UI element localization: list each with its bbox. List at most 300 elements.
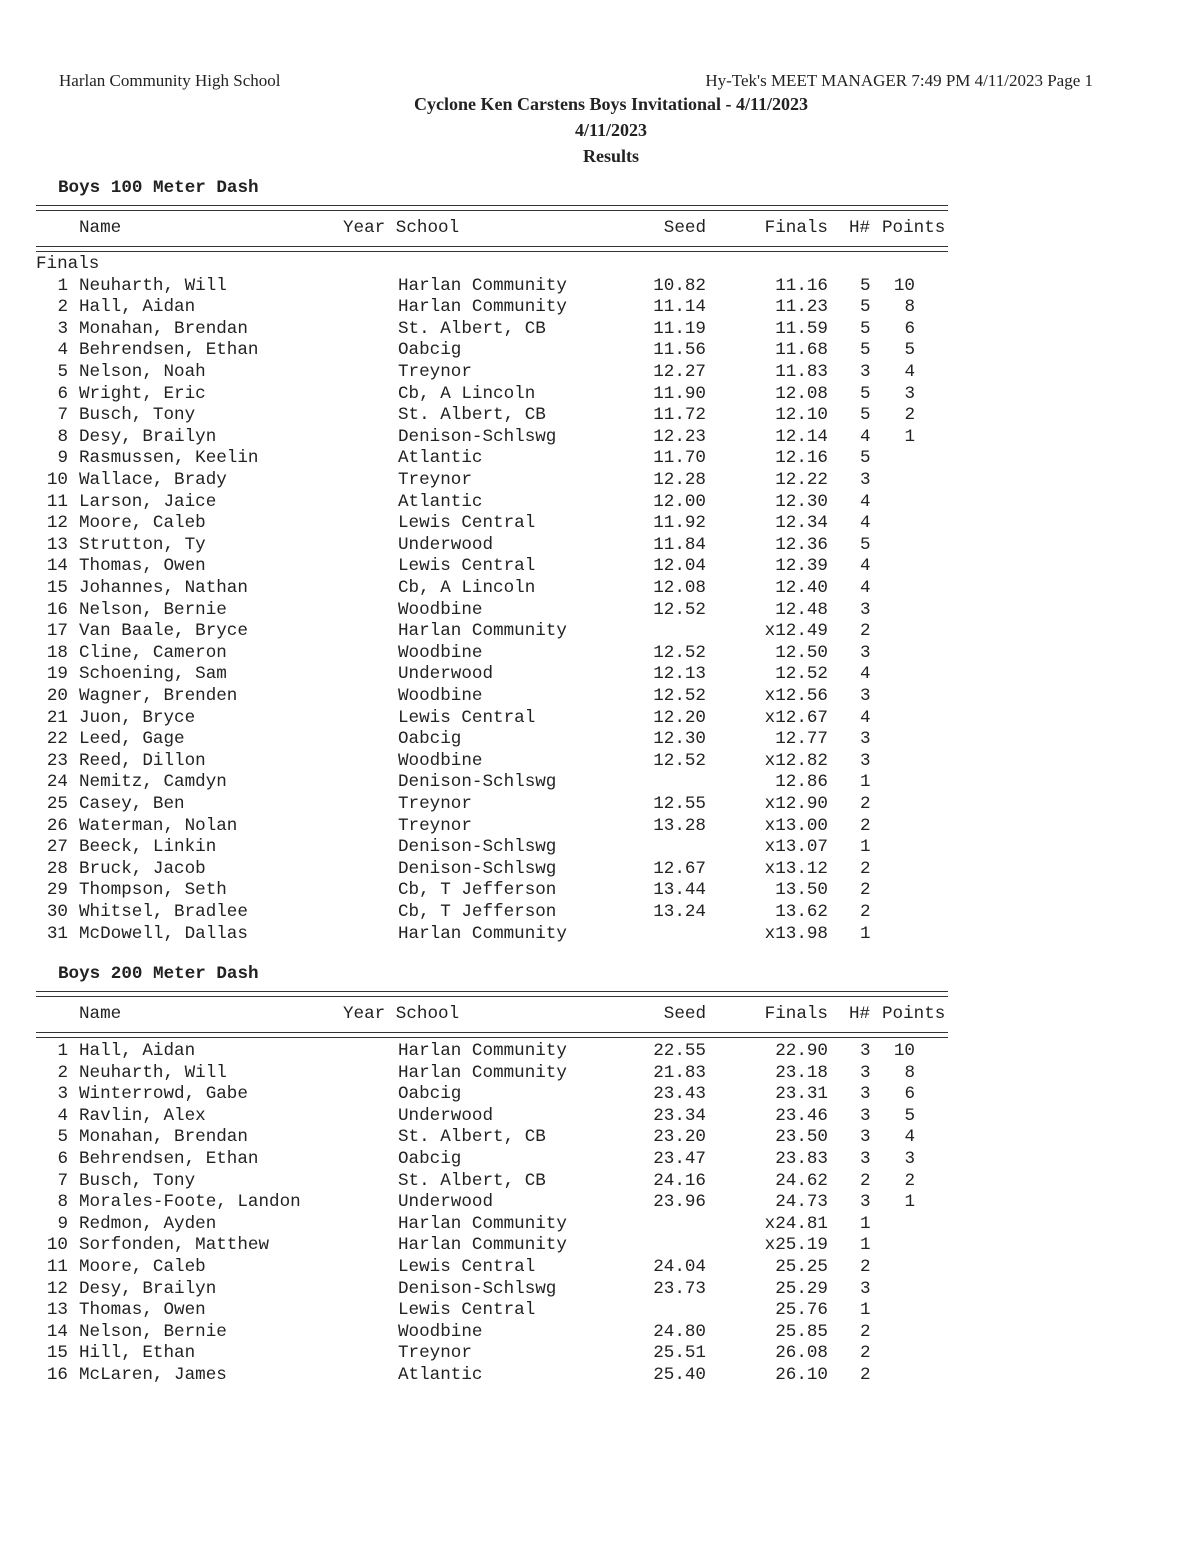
athlete-name: Wright, Eric: [79, 383, 206, 404]
athlete-name: Wagner, Brenden: [79, 686, 238, 706]
result-row: [36, 427, 956, 449]
place: 6: [57, 383, 68, 404]
place: 12: [46, 513, 68, 534]
school: Underwood: [398, 664, 494, 685]
place: 13: [46, 534, 68, 555]
athlete-name: Waterman, Nolan: [79, 815, 238, 836]
points: 8: [904, 297, 915, 318]
athlete-name: Sorfonden, Matthew: [79, 1235, 270, 1256]
place: 3: [57, 318, 68, 339]
heat-number: 3: [860, 470, 871, 490]
place: 29: [46, 880, 68, 901]
place: 22: [46, 729, 68, 750]
athlete-name: Behrendsen, Ethan: [79, 1149, 259, 1169]
heat-number: 2: [860, 1321, 871, 1342]
school: Lewis Central: [398, 1257, 536, 1277]
seed-time: 23.73: [653, 1278, 706, 1299]
athlete-name: Strutton, Ty: [79, 534, 206, 555]
finals-time: 12.10: [775, 405, 828, 426]
seed-time: 11.92: [653, 513, 706, 534]
result-row: [36, 1343, 956, 1365]
heat-number: 5: [860, 383, 871, 404]
result-row: [36, 643, 956, 665]
school: Harlan Community: [398, 621, 567, 642]
finals-time: x13.98: [764, 923, 828, 944]
school: Denison-Schlswg: [398, 1278, 557, 1299]
result-row: [36, 751, 956, 773]
heat-number: 1: [860, 837, 871, 858]
seed-time: 12.08: [653, 578, 706, 598]
school: Harlan Community: [398, 1235, 567, 1256]
column-header-seed: Seed: [663, 1004, 706, 1024]
seed-time: 11.56: [653, 340, 706, 361]
seed-time: 24.04: [653, 1257, 706, 1277]
result-row: [36, 340, 956, 362]
school: Cb, A Lincoln: [398, 383, 536, 404]
finals-time: 12.36: [775, 534, 828, 555]
finals-time: 25.29: [775, 1278, 828, 1299]
finals-time: 11.16: [775, 275, 828, 296]
school: Cb, A Lincoln: [398, 578, 536, 598]
points: 3: [904, 383, 915, 404]
place: 31: [46, 923, 68, 944]
seed-time: 12.13: [653, 664, 706, 685]
heat-number: 2: [860, 794, 871, 814]
athlete-name: Monahan, Brendan: [79, 1127, 248, 1148]
heat-number: 3: [860, 729, 871, 750]
column-header-year-school: Year School: [343, 1004, 460, 1024]
result-row: [36, 319, 956, 341]
heat-number: 5: [860, 275, 871, 296]
double-rule: [36, 991, 948, 997]
finals-time: x12.67: [764, 707, 828, 728]
finals-time: 12.50: [775, 642, 828, 663]
place: 21: [46, 707, 68, 728]
school: Woodbine: [398, 750, 483, 771]
column-header-heat: H#: [849, 218, 871, 238]
result-row: [36, 470, 956, 492]
finals-time: 12.14: [775, 426, 828, 447]
result-row: [36, 859, 956, 881]
finals-time: 23.83: [775, 1149, 828, 1169]
athlete-name: Monahan, Brendan: [79, 318, 248, 339]
place: 24: [46, 772, 68, 793]
athlete-name: Leed, Gage: [79, 729, 185, 750]
points: 10: [893, 1041, 915, 1061]
finals-time: 11.59: [775, 318, 828, 339]
seed-time: 23.20: [653, 1127, 706, 1148]
school: Atlantic: [398, 1365, 483, 1385]
place: 18: [46, 642, 68, 663]
place: 4: [57, 340, 68, 361]
heat-number: 5: [860, 534, 871, 555]
seed-time: 13.24: [653, 902, 706, 922]
place: 26: [46, 815, 68, 836]
result-row: [36, 578, 956, 600]
heat-number: 1: [860, 923, 871, 944]
seed-time: 12.52: [653, 599, 706, 620]
school: Oabcig: [398, 1149, 462, 1169]
athlete-name: Bruck, Jacob: [79, 858, 206, 879]
section-label: Finals: [36, 254, 100, 274]
school: Harlan Community: [398, 1062, 567, 1083]
place: 15: [46, 1343, 68, 1364]
place: 8: [57, 1192, 68, 1213]
points: 4: [904, 1127, 915, 1148]
points: 3: [904, 1149, 915, 1169]
result-row: [36, 362, 956, 384]
school: Underwood: [398, 1192, 494, 1213]
heat-number: 3: [860, 1041, 871, 1061]
seed-time: 22.55: [653, 1041, 706, 1061]
seed-time: 12.23: [653, 426, 706, 447]
result-row: [36, 1279, 956, 1301]
athlete-name: Behrendsen, Ethan: [79, 340, 259, 361]
points: 5: [904, 1105, 915, 1126]
place: 2: [57, 1062, 68, 1083]
seed-time: 12.52: [653, 750, 706, 771]
place: 9: [57, 1213, 68, 1234]
result-row: [36, 1127, 956, 1149]
finals-time: 11.68: [775, 340, 828, 361]
points: 6: [904, 318, 915, 339]
column-header-finals: Finals: [764, 218, 828, 238]
place: 1: [57, 275, 68, 296]
athlete-name: Rasmussen, Keelin: [79, 448, 259, 469]
seed-time: 21.83: [653, 1062, 706, 1083]
heat-number: 4: [860, 707, 871, 728]
athlete-name: Juon, Bryce: [79, 707, 196, 728]
school: Harlan Community: [398, 275, 567, 296]
school: Lewis Central: [398, 513, 536, 534]
heat-number: 2: [860, 858, 871, 879]
result-row: [36, 1300, 956, 1322]
finals-time: x13.00: [764, 815, 828, 836]
place: 6: [57, 1149, 68, 1169]
points: 5: [904, 340, 915, 361]
column-header-heat: H#: [849, 1004, 871, 1024]
seed-time: 12.67: [653, 858, 706, 879]
seed-time: 13.28: [653, 815, 706, 836]
heat-number: 3: [860, 599, 871, 620]
place: 5: [57, 362, 68, 382]
finals-time: 12.39: [775, 556, 828, 577]
school: Denison-Schlswg: [398, 426, 557, 447]
athlete-name: Hill, Ethan: [79, 1343, 196, 1364]
athlete-name: Hall, Aidan: [79, 1041, 196, 1061]
heat-number: 3: [860, 1127, 871, 1148]
result-row: [36, 448, 956, 470]
result-row: [36, 1192, 956, 1214]
school: St. Albert, CB: [398, 1170, 546, 1191]
points: 10: [893, 275, 915, 296]
finals-time: 12.16: [775, 448, 828, 469]
result-row: [36, 902, 956, 924]
place: 27: [46, 837, 68, 858]
school: Treynor: [398, 362, 472, 382]
result-row: [36, 556, 956, 578]
athlete-name: Nelson, Bernie: [79, 1321, 227, 1342]
athlete-name: Cline, Cameron: [79, 642, 227, 663]
result-row: [36, 600, 956, 622]
result-row: [36, 794, 956, 816]
place: 8: [57, 426, 68, 447]
result-row: [36, 1214, 956, 1236]
school: Woodbine: [398, 642, 483, 663]
school: Harlan Community: [398, 297, 567, 318]
school: St. Albert, CB: [398, 405, 546, 426]
school: Woodbine: [398, 599, 483, 620]
place: 16: [46, 599, 68, 620]
place: 16: [46, 1365, 68, 1385]
heat-number: 5: [860, 340, 871, 361]
finals-time: x12.56: [764, 686, 828, 706]
heat-number: 5: [860, 405, 871, 426]
place: 25: [46, 794, 68, 814]
finals-time: 12.40: [775, 578, 828, 598]
result-row: [36, 1149, 956, 1171]
athlete-name: McLaren, James: [79, 1365, 227, 1385]
athlete-name: Reed, Dillon: [79, 750, 206, 771]
finals-time: 23.31: [775, 1084, 828, 1105]
school: Cb, T Jefferson: [398, 902, 557, 922]
school: Harlan Community: [398, 1213, 567, 1234]
athlete-name: Wallace, Brady: [79, 470, 227, 490]
school: Treynor: [398, 470, 472, 490]
points: 6: [904, 1084, 915, 1105]
finals-time: 12.30: [775, 491, 828, 512]
athlete-name: Nelson, Noah: [79, 362, 206, 382]
result-row: [36, 686, 956, 708]
finals-time: x12.49: [764, 621, 828, 642]
seed-time: 24.16: [653, 1170, 706, 1191]
finals-time: 25.76: [775, 1300, 828, 1321]
athlete-name: Moore, Caleb: [79, 1257, 206, 1277]
seed-time: 12.27: [653, 362, 706, 382]
school-header: Harlan Community High School: [59, 71, 281, 90]
place: 13: [46, 1300, 68, 1321]
finals-time: x13.12: [764, 858, 828, 879]
heat-number: 3: [860, 642, 871, 663]
seed-time: 11.14: [653, 297, 706, 318]
finals-time: 24.73: [775, 1192, 828, 1213]
heat-number: 3: [860, 1149, 871, 1169]
column-header-row: [36, 1004, 956, 1026]
athlete-name: Nelson, Bernie: [79, 599, 227, 620]
place: 12: [46, 1278, 68, 1299]
heat-number: 5: [860, 318, 871, 339]
heat-number: 1: [860, 1213, 871, 1234]
school: Harlan Community: [398, 1041, 567, 1061]
place: 10: [46, 1235, 68, 1256]
place: 3: [57, 1084, 68, 1105]
finals-time: x13.07: [764, 837, 828, 858]
seed-time: 23.47: [653, 1149, 706, 1169]
seed-time: 12.28: [653, 470, 706, 490]
athlete-name: Nemitz, Camdyn: [79, 772, 227, 793]
seed-time: 12.30: [653, 729, 706, 750]
heat-number: 3: [860, 1278, 871, 1299]
heat-number: 2: [860, 621, 871, 642]
result-row: [36, 1322, 956, 1344]
athlete-name: Neuharth, Will: [79, 1062, 227, 1083]
heat-number: 5: [860, 448, 871, 469]
athlete-name: Beeck, Linkin: [79, 837, 217, 858]
school: Atlantic: [398, 491, 483, 512]
finals-time: 11.83: [775, 362, 828, 382]
result-row: [36, 772, 956, 794]
finals-time: x25.19: [764, 1235, 828, 1256]
meet-title: Cyclone Ken Carstens Boys Invitational - 4/11/2023: [413, 94, 808, 114]
school: St. Albert, CB: [398, 1127, 546, 1148]
result-row: [36, 880, 956, 902]
finals-time: 13.50: [775, 880, 828, 901]
athlete-name: Thomas, Owen: [79, 556, 206, 577]
result-row: [36, 621, 956, 643]
finals-time: x12.82: [764, 750, 828, 771]
school: Woodbine: [398, 1321, 483, 1342]
athlete-name: Winterrowd, Gabe: [79, 1084, 248, 1105]
school: Oabcig: [398, 729, 462, 750]
seed-time: 11.19: [653, 318, 706, 339]
place: 11: [46, 1257, 68, 1277]
heat-number: 1: [860, 772, 871, 793]
seed-time: 23.34: [653, 1105, 706, 1126]
result-row: [36, 1063, 956, 1085]
finals-time: 12.22: [775, 470, 828, 490]
seed-time: 11.70: [653, 448, 706, 469]
athlete-name: Neuharth, Will: [79, 275, 227, 296]
athlete-name: Whitsel, Bradlee: [79, 902, 248, 922]
school: St. Albert, CB: [398, 318, 546, 339]
seed-time: 23.96: [653, 1192, 706, 1213]
athlete-name: Moore, Caleb: [79, 513, 206, 534]
finals-time: 26.10: [775, 1365, 828, 1385]
column-header-row: [36, 218, 956, 240]
result-row: [36, 729, 956, 751]
place: 15: [46, 578, 68, 598]
result-row: [36, 535, 956, 557]
school: Denison-Schlswg: [398, 858, 557, 879]
heat-number: 3: [860, 1084, 871, 1105]
seed-time: 10.82: [653, 275, 706, 296]
event-title: Boys 100 Meter Dash: [58, 178, 259, 198]
meet-date: 4/11/2023: [574, 120, 647, 140]
athlete-name: Morales-Foote, Landon: [79, 1192, 301, 1213]
school: Harlan Community: [398, 923, 567, 944]
place: 14: [46, 1321, 68, 1342]
school: Underwood: [398, 534, 494, 555]
heat-number: 2: [860, 815, 871, 836]
heat-number: 4: [860, 426, 871, 447]
place: 9: [57, 448, 68, 469]
result-row: [36, 816, 956, 838]
heat-number: 4: [860, 513, 871, 534]
finals-time: 13.62: [775, 902, 828, 922]
heat-number: 2: [860, 1170, 871, 1191]
result-row: [36, 297, 956, 319]
column-header-finals: Finals: [764, 1004, 828, 1024]
athlete-name: Desy, Brailyn: [79, 426, 217, 447]
athlete-name: McDowell, Dallas: [79, 923, 248, 944]
place: 1: [57, 1041, 68, 1061]
place: 20: [46, 686, 68, 706]
athlete-name: Ravlin, Alex: [79, 1105, 206, 1126]
place: 14: [46, 556, 68, 577]
seed-time: 11.90: [653, 383, 706, 404]
seed-time: 12.52: [653, 642, 706, 663]
place: 4: [57, 1105, 68, 1126]
school: Underwood: [398, 1105, 494, 1126]
result-row: [36, 276, 956, 298]
heat-number: 2: [860, 880, 871, 901]
place: 7: [57, 1170, 68, 1191]
result-row: [36, 1041, 956, 1063]
points: 1: [904, 1192, 915, 1213]
heat-number: 1: [860, 1300, 871, 1321]
double-rule: [36, 205, 948, 211]
heat-number: 4: [860, 556, 871, 577]
seed-time: 23.43: [653, 1084, 706, 1105]
double-rule: [36, 246, 948, 252]
seed-time: 11.84: [653, 534, 706, 555]
heat-number: 2: [860, 902, 871, 922]
athlete-name: Redmon, Ayden: [79, 1213, 217, 1234]
results-heading: Results: [582, 146, 639, 166]
athlete-name: Thomas, Owen: [79, 1300, 206, 1321]
school: Lewis Central: [398, 556, 536, 577]
place: 19: [46, 664, 68, 685]
heat-number: 3: [860, 686, 871, 706]
place: 7: [57, 405, 68, 426]
points: 2: [904, 405, 915, 426]
finals-time: 25.85: [775, 1321, 828, 1342]
seed-time: 24.80: [653, 1321, 706, 1342]
athlete-name: Hall, Aidan: [79, 297, 196, 318]
column-header-name: Name: [79, 218, 122, 238]
points: 4: [904, 362, 915, 382]
heat-number: 3: [860, 1192, 871, 1213]
athlete-name: Thompson, Seth: [79, 880, 227, 901]
school: Oabcig: [398, 340, 462, 361]
finals-time: 23.50: [775, 1127, 828, 1148]
finals-time: 12.34: [775, 513, 828, 534]
result-row: [36, 1084, 956, 1106]
place: 5: [57, 1127, 68, 1148]
heat-number: 3: [860, 362, 871, 382]
result-row: [36, 837, 956, 859]
result-row: [36, 492, 956, 514]
place: 23: [46, 750, 68, 771]
place: 30: [46, 902, 68, 922]
result-row: [36, 1257, 956, 1279]
athlete-name: Busch, Tony: [79, 405, 196, 426]
result-row: [36, 1171, 956, 1193]
school: Denison-Schlswg: [398, 837, 557, 858]
finals-time: 23.46: [775, 1105, 828, 1126]
heat-number: 4: [860, 578, 871, 598]
heat-number: 3: [860, 1105, 871, 1126]
finals-time: 24.62: [775, 1170, 828, 1191]
place: 2: [57, 297, 68, 318]
heat-number: 4: [860, 491, 871, 512]
finals-time: 12.86: [775, 772, 828, 793]
athlete-name: Larson, Jaice: [79, 491, 217, 512]
finals-time: x12.90: [764, 794, 828, 814]
place: 11: [46, 491, 68, 512]
finals-time: 11.23: [775, 297, 828, 318]
school: Oabcig: [398, 1084, 462, 1105]
